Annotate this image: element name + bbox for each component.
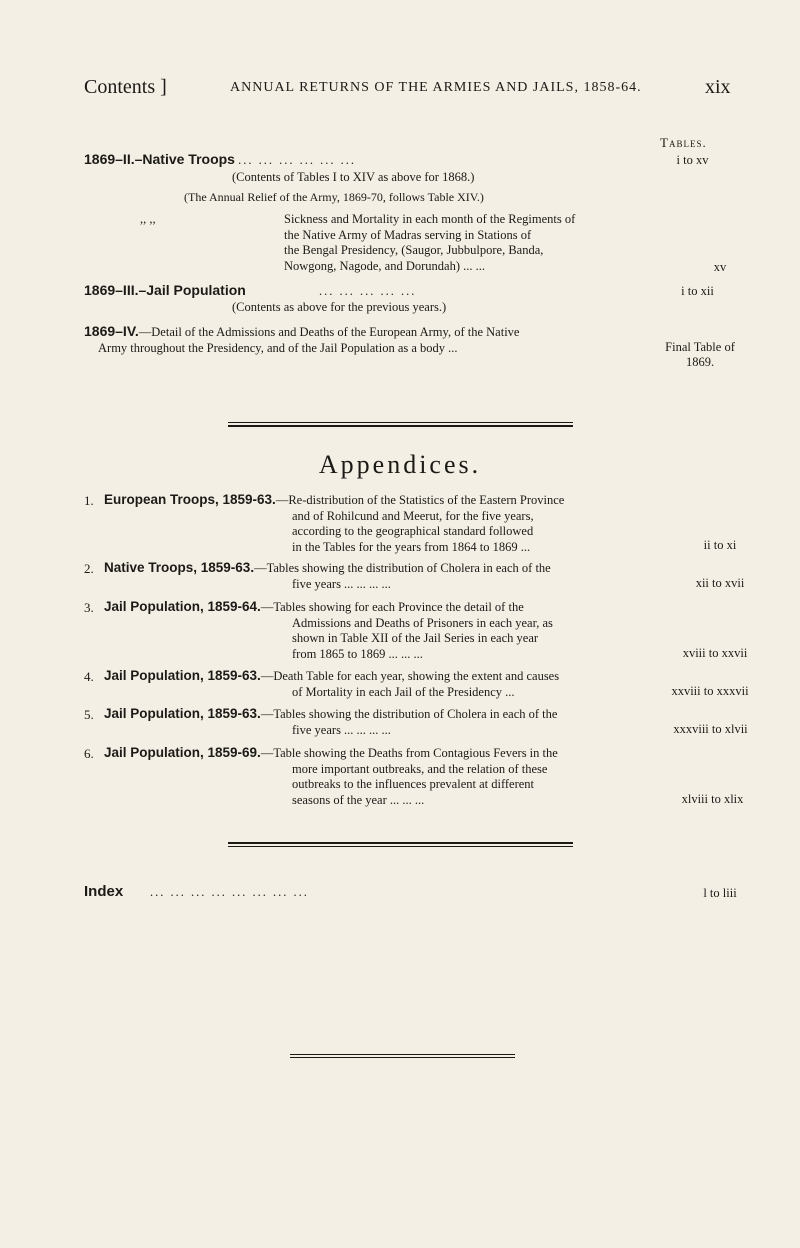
appendix-line: of Mortality in each Jail of the Presidency ...	[292, 684, 515, 699]
appendix-line: —Tables showing the distribution of Cholera in each of the	[254, 561, 551, 575]
entry-1869-iv	[84, 324, 664, 356]
ref-line: Final Table of	[665, 340, 735, 354]
appendix-number: 2.	[84, 561, 94, 576]
appendix-number: 6.	[84, 746, 94, 761]
appendix-line: five years ... ... ... ...	[292, 722, 391, 737]
entry-1869-iii	[84, 283, 654, 300]
appendix-ref: xviii to xxvii	[682, 646, 748, 660]
entry-title: 1869–III.–Jail Population	[84, 282, 246, 298]
running-head-left: Contents ]	[84, 76, 167, 98]
entry-subtitle: (Contents as above for the previous years.)	[232, 300, 447, 314]
page-number: xix	[705, 76, 731, 98]
appendix-line: outbreaks to the influences prevalent at different	[292, 777, 535, 791]
appendix-line: in the Tables for the years from 1864 to 1869 ...	[292, 539, 531, 554]
leader-dots: ... ... ... ... ... ...	[238, 153, 356, 167]
appendix-line: and of Rohilcund and Meerut, for the five years,	[292, 508, 534, 523]
entry-line: —Detail of the Admissions and Deaths of the European Army, of the Native	[138, 325, 520, 339]
entry-1869-ii	[84, 152, 644, 169]
appendix-number: 3.	[84, 600, 94, 615]
divider	[290, 1054, 515, 1055]
tables-column-label: Tables.	[660, 135, 707, 150]
appendix-4	[104, 668, 664, 700]
appendix-line: —Table showing the Deaths from Contagious Fevers in the	[260, 746, 558, 760]
appendix-line: from 1865 to 1869 ... ... ...	[292, 646, 423, 661]
appendix-line: —Tables showing the distribution of Cholera in each of the	[260, 707, 558, 721]
appendix-line: seasons of the year ... ... ...	[292, 792, 425, 807]
appendix-ref: xxxviii to xlvii	[673, 722, 748, 736]
appendix-ref: ii to xi	[703, 538, 737, 552]
appendix-title: Jail Population, 1859-64.	[104, 599, 261, 614]
entry-line: Army throughout the Presidency, and of the Jail Population as a body ...	[98, 340, 458, 355]
divider	[290, 1057, 515, 1058]
leader-dots: ... ... ... ... ...	[318, 284, 417, 298]
appendix-number: 4.	[84, 669, 94, 684]
divider	[228, 842, 573, 844]
divider	[228, 425, 573, 427]
appendix-line: —Re-distribution of the Statistics of the Eastern Province	[275, 493, 565, 507]
entry-title: 1869–IV.	[84, 323, 139, 339]
entry-note: (The Annual Relief of the Army, 1869-70, follows Table XIV.)	[184, 190, 484, 204]
ditto-mark: ,, ,,	[140, 212, 156, 226]
appendix-number: 5.	[84, 707, 94, 722]
appendix-number: 1.	[84, 493, 94, 508]
running-head-title: ANNUAL RETURNS OF THE ARMIES AND JAILS, 1858-64.	[230, 80, 642, 95]
appendices-heading: Appendices.	[318, 450, 482, 479]
appendix-line: —Death Table for each year, showing the extent and causes	[260, 669, 560, 683]
appendix-title: Native Troops, 1859-63.	[104, 560, 255, 575]
appendix-line: —Tables showing for each Province the detail of the	[260, 600, 524, 614]
appendix-6	[104, 745, 664, 808]
index-label: Index	[84, 883, 124, 900]
appendix-ref: xlviii to xlix	[681, 792, 744, 806]
appendix-1	[104, 492, 664, 555]
entry-line: the Bengal Presidency, (Saugor, Jubbulpore, Banda,	[284, 243, 544, 257]
appendix-line: Admissions and Deaths of Prisoners in each year, as	[292, 615, 553, 630]
entry-sickness-mortality	[284, 212, 654, 274]
divider	[228, 422, 573, 423]
appendix-line: according to the geographical standard followed	[292, 524, 534, 538]
appendix-title: Jail Population, 1859-63.	[104, 668, 261, 683]
index-ref: l to liii	[703, 886, 737, 900]
appendix-title: Jail Population, 1859-69.	[104, 745, 261, 760]
appendix-3	[104, 599, 664, 662]
appendix-line: shown in Table XII of the Jail Series in each year	[292, 631, 539, 645]
entry-subtitle: (Contents of Tables I to XIV as above for 1868.)	[232, 170, 475, 184]
divider	[228, 846, 573, 847]
appendix-5	[104, 706, 664, 738]
appendix-ref: xii to xvii	[695, 576, 745, 590]
appendix-2	[104, 560, 664, 592]
entry-line: the Native Army of Madras serving in Stations of	[284, 227, 532, 242]
entry-ref: xv	[713, 260, 727, 274]
ref-line: 1869.	[685, 355, 715, 369]
appendix-line: five years ... ... ... ...	[292, 576, 391, 591]
entry-line: Sickness and Mortality in each month of the Regiments of	[284, 212, 576, 226]
leader-dots: ... ... ... ... ... ... ... ...	[150, 885, 309, 899]
entry-ref: i to xii	[681, 284, 714, 298]
entry-line: Nowgong, Nagode, and Dorundah) ... ...	[284, 258, 486, 273]
appendix-title: Jail Population, 1859-63.	[104, 706, 261, 721]
entry-ref	[650, 340, 750, 370]
appendix-line: more important outbreaks, and the relation of these	[292, 761, 548, 776]
entry-ref: i to xv	[676, 153, 709, 167]
appendix-title: European Troops, 1859-63.	[104, 492, 276, 507]
entry-title: 1869–II.–Native Troops	[84, 151, 235, 167]
appendix-ref: xxviii to xxxvii	[671, 684, 749, 698]
